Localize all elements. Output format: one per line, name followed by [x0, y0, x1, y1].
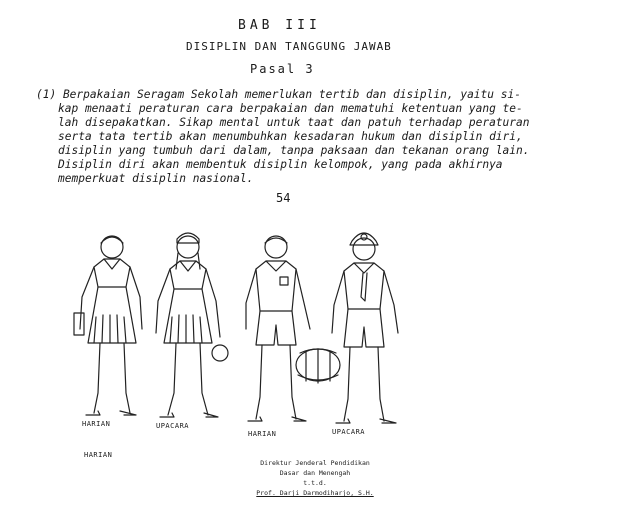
boy-ceremony-figure [332, 233, 398, 423]
boy-daily-figure [246, 236, 340, 421]
label-girl-daily: HARIAN [82, 420, 111, 428]
signature-name: Prof. Darji Darmodiharjo, S.H. [256, 489, 374, 497]
paragraph-1 [36, 88, 576, 186]
label-boy-ceremony: UPACARA [332, 428, 366, 436]
signature-line-1: Direktur Jenderal Pendidikan [260, 459, 370, 467]
chapter-title: DISIPLIN DAN TANGGUNG JAWAB [186, 40, 392, 53]
figure-caption: HARIAN [84, 451, 113, 459]
page-number: 54 [276, 191, 291, 205]
paragraph-line: disiplin yang tumbuh dari dalam, tanpa paksaan dan tekanan orang lain. [58, 144, 530, 157]
paragraph-line: lah disepakatkan. Sikap mental untuk taat dan patuh terhadap peraturan [58, 116, 530, 129]
signature-block [240, 458, 390, 498]
girl-daily-figure [74, 236, 142, 415]
paragraph-line: serta tata tertib akan menumbuhkan kesadaran hukum dan disiplin diri, [58, 130, 523, 143]
chapter-heading: BAB III [238, 18, 321, 33]
paragraph-line: Disiplin diri akan membentuk disiplin kelompok, yang pada akhirnya [58, 158, 503, 171]
uniform-illustration [60, 225, 420, 470]
signature-line-3: t.t.d. [303, 479, 327, 487]
article-heading: Pasal 3 [250, 62, 315, 76]
paragraph-line: (1) Berpakaian Seragam Sekolah memerlukan tertib dan disiplin, yaitu si- [36, 88, 521, 101]
label-girl-ceremony: UPACARA [156, 422, 190, 430]
paragraph-line: kap menaati peraturan cara berpakaian dan mematuhi ketentuan yang te- [58, 102, 523, 115]
girl-ceremony-figure [156, 233, 228, 417]
signature-line-2: Dasar dan Menengah [279, 469, 351, 477]
label-boy-daily: HARIAN [248, 430, 277, 438]
paragraph-line: memperkuat disiplin nasional. [58, 172, 254, 185]
